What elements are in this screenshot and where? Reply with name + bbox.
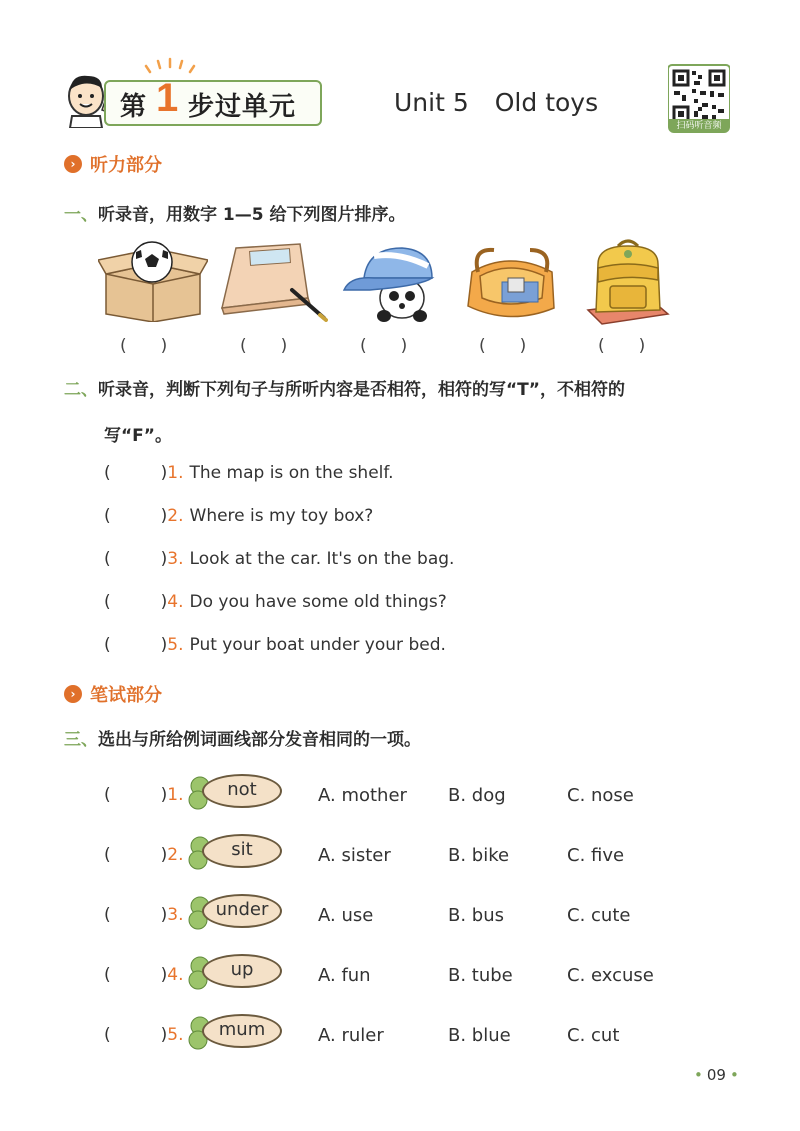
listening-section-label: 听力部分 [90,155,162,176]
item-number: 5. [167,635,184,655]
notebook-and-pen-picture [216,242,328,322]
answer-blank[interactable]: ( [104,785,111,805]
option-c: C. cut [567,1025,620,1046]
question-3-title [64,725,421,750]
writing-section-label: 笔试部分 [90,685,162,706]
option-b: B. bus [448,905,505,926]
tf-item: ( ) 2. Where is my toy box? [104,506,374,526]
example-word: up [202,954,282,988]
badge-number: 1 [156,76,179,120]
sun-rays-icon [140,56,200,76]
phonics-row: ( ) 1. [104,785,184,805]
answer-blank[interactable]: ( [104,965,111,985]
tf-item: ( ) 4. Do you have some old things? [104,592,447,612]
example-word: mum [202,1014,282,1048]
option-a: A. fun [318,965,371,986]
school-bag-on-books-picture [584,236,676,328]
picture-answer-blank-3[interactable]: ( ) [360,336,408,356]
answer-blank[interactable]: ( [104,549,111,569]
unit-title [394,88,624,117]
open-school-bag-picture [458,242,564,324]
question-1-number: 一、 [64,205,98,225]
writing-section-header [64,681,162,707]
dot-icon: • [694,1066,703,1084]
option-c: C. excuse [567,965,654,986]
question-2-title [64,375,625,400]
option-a: A. use [318,905,374,926]
item-text: Look at the car. It's on the bag. [189,549,455,569]
item-number: 1. [167,463,184,483]
item-text: Put your boat under your bed. [189,635,446,655]
question-1-title [64,200,406,225]
tf-item: ( ) 3. Look at the car. It's on the bag. [104,549,455,569]
option-b: B. blue [448,1025,511,1046]
question-2-number: 二、 [64,380,98,400]
picture-answer-blank-4[interactable]: ( ) [479,336,527,356]
option-b: B. tube [448,965,513,986]
unit-label: Unit 5 [394,88,469,117]
phonics-row: ( ) 3. [104,905,184,925]
item-number: 3. [167,905,184,925]
page-number: • 09 • [694,1066,739,1084]
badge-title: 步过单元 [188,92,297,122]
picture-answer-blank-5[interactable]: ( ) [598,336,646,356]
answer-blank[interactable]: ( [104,845,111,865]
option-a: A. ruler [318,1025,384,1046]
qr-label: 扫码听音频 [668,119,730,133]
dot-icon: • [729,1066,739,1084]
option-c: C. five [567,845,625,866]
option-c: C. nose [567,785,634,806]
option-c: C. cute [567,905,631,926]
answer-blank[interactable]: ( [104,506,111,526]
example-word: not [202,774,282,808]
answer-blank[interactable]: ( [104,463,111,483]
option-b: B. dog [448,785,506,806]
phonics-row: ( ) 4. [104,965,184,985]
item-number: 2. [167,506,184,526]
picture-answer-blank-2[interactable]: ( ) [240,336,288,356]
box-with-ball-picture [98,240,208,322]
option-a: A. mother [318,785,407,806]
question-1-text: 听录音，用数字 1—5 给下列图片排序。 [98,205,406,225]
item-number: 4. [167,592,184,612]
item-number: 3. [167,549,184,569]
item-text: The map is on the shelf. [189,463,394,483]
question-3-number: 三、 [64,730,98,750]
answer-blank[interactable]: ( [104,635,111,655]
tf-item: ( ) 5. Put your boat under your bed. [104,635,446,655]
item-text: Do you have some old things? [189,592,447,612]
listening-section-header [64,151,162,177]
example-word: sit [202,834,282,868]
option-a: A. sister [318,845,391,866]
example-word: under [202,894,282,928]
question-3-text: 选出与所给例词画线部分发音相同的一项。 [98,730,421,750]
phonics-row: ( ) 5. [104,1025,184,1045]
tf-item: ( ) 1. The map is on the shelf. [104,463,394,483]
question-2-text-line1: 听录音，判断下列句子与所听内容是否相符，相符的写“T”，不相符的 [98,380,625,400]
badge-prefix: 第 [120,92,147,122]
panda-with-cap-picture [340,242,440,324]
item-text: Where is my toy box? [189,506,374,526]
chevron-right-icon: › [64,685,82,703]
phonics-row: ( ) 2. [104,845,184,865]
item-number: 5. [167,1025,184,1045]
item-number: 1. [167,785,184,805]
chevron-right-icon: › [64,155,82,173]
item-number: 2. [167,845,184,865]
option-b: B. bike [448,845,510,866]
answer-blank[interactable]: ( [104,905,111,925]
item-number: 4. [167,965,184,985]
answer-blank[interactable]: ( [104,1025,111,1045]
answer-blank[interactable]: ( [104,592,111,612]
question-2-text-line2: 写“F”。 [104,426,172,446]
unit-name: Old toys [494,88,599,117]
picture-answer-blank-1[interactable]: ( ) [120,336,168,356]
unit-badge [62,72,320,124]
